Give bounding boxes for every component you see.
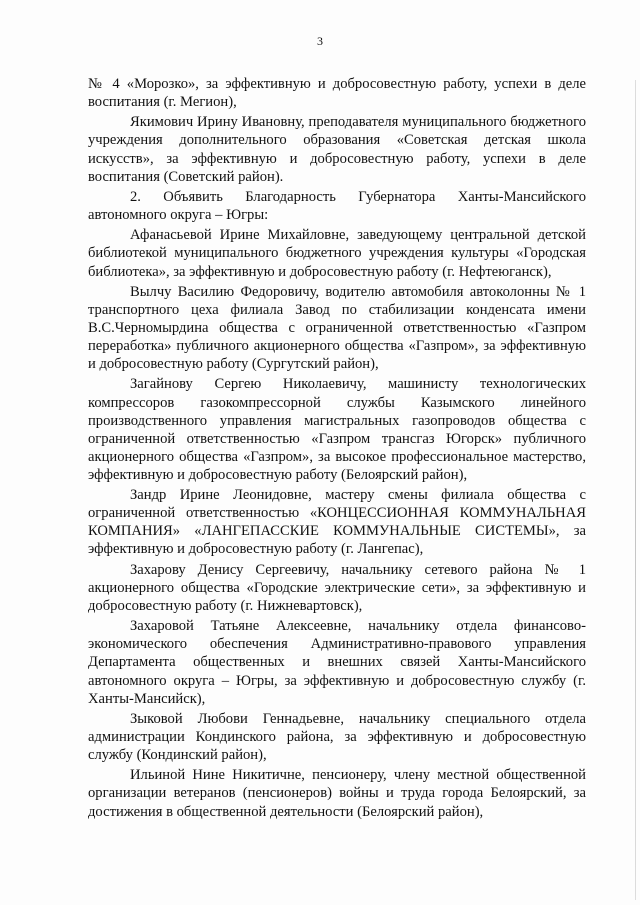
paragraph-zakharova: Захаровой Татьяне Алексеевне, начальнику отдела финансово-экономического обеспечения Административно-правового управления Департамента общественных и внешних связей Ханты-Мансийского автономного округа – Югры, за эффективную и добросовестную службу (г. Ханты-Мансийск), [88,618,586,707]
paragraph-yakimovich: Якимович Ирину Ивановну, преподавателя муниципального бюджетного учреждения дополнительного образования «Советская детская школа искусств», за эффективную и добросовестную работу, успехи в деле воспитания (Советский район). [88,114,586,185]
paragraph-zakharov: Захарову Денису Сергеевичу, начальнику сетевого района № 1 акционерного общества «Городские электрические сети», за эффективную и добросовестную работу (г. Нижневартовск), [88,561,586,614]
paragraph-ilyina: Ильиной Нине Никитичне, пенсионеру, члену местной общественной организации ветеранов (пенсионеров) войны и труда города Белоярский, за достижения в общественной деятельности (Белоярский район), [88,767,586,820]
paragraph-vylchu: Вылчу Василию Федоровичу, водителю автомобиля автоколонны № 1 транспортного цеха филиала Завод по стабилизации конденсата имени В.С.Черномырдина общества с ограниченной ответственностью «Газпром переработка» публичного акционерного общества «Газпром», за эффективную и добросовестную работу (Сургутский район), [88,283,586,373]
paragraph-section-2: 2. Объявить Благодарность Губернатора Ханты-Мансийского автономного округа – Югры: [88,188,586,224]
page-number: 3 [317,34,323,48]
paragraph-continuation: № 4 «Морозко», за эффективную и добросовестную работу, успехи в деле воспитания (г. Мегион), [88,76,586,111]
paragraph-zykova: Зыковой Любови Геннадьевне, начальнику специального отдела администрации Кондинского района, за эффективную и добросовестную службу (Кондинский район), [88,710,586,764]
document-body [88,75,586,823]
paragraph-afanasyeva: Афанасьевой Ирине Михайловне, заведующему центральной детской библиотекой муниципального бюджетного учреждения культуры «Городская библиотека», за эффективную и добросовестную работу (г. Нефтеюганск), [88,227,586,280]
scan-edge-line [635,80,636,900]
paragraph-zandr: Зандр Ирине Леонидовне, мастеру смены филиала общества с ограниченной ответственностью «КОНЦЕССИОННАЯ КОММУНАЛЬНАЯ КОМПАНИЯ» «ЛАНГЕПАССКИЕ КОММУНАЛЬНЫЕ СИСТЕМЫ», за эффективную и добросовестную работу (г. Лангепас), [88,487,586,558]
paragraph-zagaynov: Загайнову Сергею Николаевичу, машинисту технологических компрессоров газокомпрессорной службы Казымского линейного производственного управления магистральных газопроводов общества с ограниченной ответственностью «Газпром трансгаз Югорск» публичного акционерного общества «Газпром», за высокое профессиональное мастерство, эффективную и добросовестную работу (Белоярский район), [88,376,586,483]
